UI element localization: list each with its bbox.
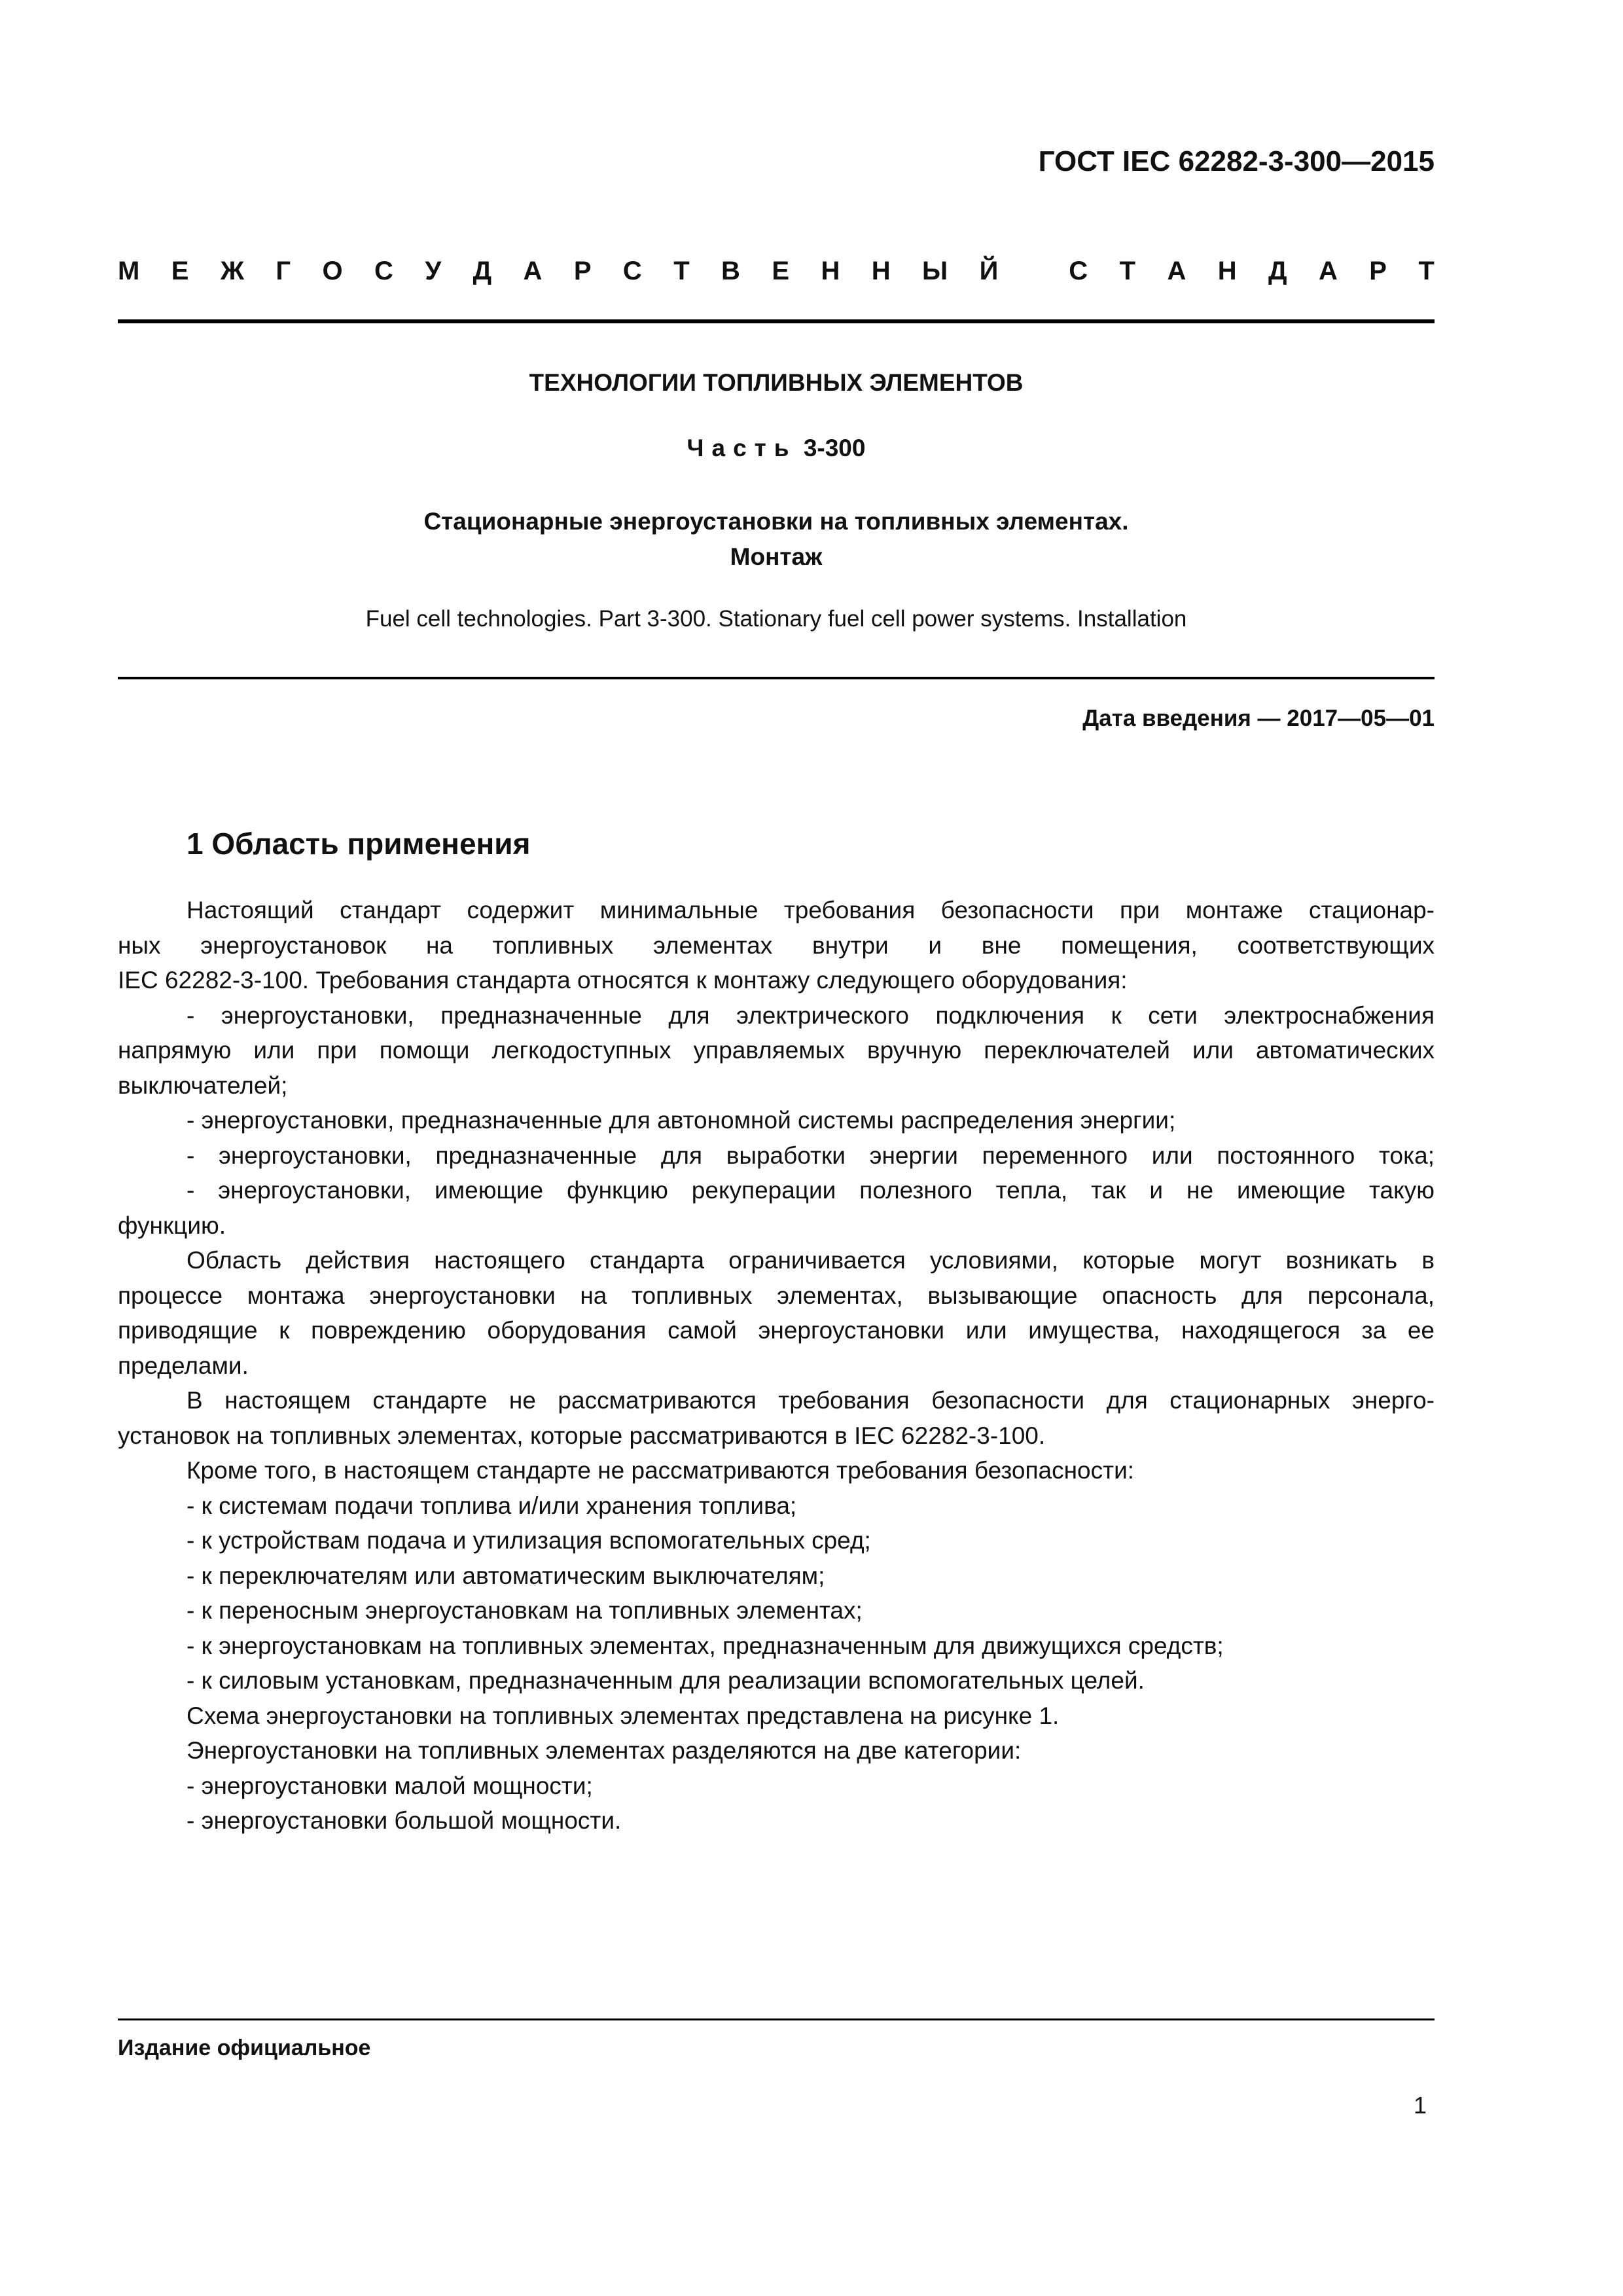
body-line: Кроме того, в настоящем стандарте не рассматриваются требования безопасности:	[187, 1457, 1135, 1484]
heading-letter: Т	[1418, 257, 1435, 285]
body-line: установок на топливных элементах, которые рассматриваются в IEC 62282-3-100.	[118, 1422, 1046, 1449]
title-rule	[118, 677, 1435, 679]
document-subtitle	[118, 504, 1435, 575]
body-line: IEC 62282-3-100. Требования стандарта относятся к монтажу следующего оборудования:	[118, 967, 1128, 994]
subtitle-line-2: Монтаж	[730, 543, 823, 570]
heading-letter: С	[374, 257, 393, 285]
list-item: - к устройствам подача и утилизация вспомогательных сред;	[187, 1527, 871, 1554]
standard-number: ГОСТ IEC 62282-3-300—2015	[1038, 145, 1435, 177]
body-line: Энергоустановки на топливных элементах разделяются на две категории:	[187, 1737, 1022, 1764]
list-item: - к системам подачи топлива и/или хранения топлива;	[187, 1492, 797, 1519]
body-line: пределами.	[118, 1352, 249, 1379]
body-line: - энергоустановки, предназначенные для электрического подключения к сети электроснабжения	[187, 1001, 1435, 1029]
body-line: - энергоустановки, предназначенные для выработки энергии переменного или постоянного тока;	[187, 1141, 1435, 1169]
introduction-date: Дата введения — 2017—05—01	[1082, 706, 1435, 731]
body-line: ных энергоустановок на топливных элементах внутри и вне помещения, соответствующих	[118, 931, 1435, 959]
header-rule	[118, 319, 1435, 323]
body-line: Область действия настоящего стандарта ограничивается условиями, которые могут возникать в	[187, 1247, 1435, 1274]
heading-letter: Н	[871, 257, 891, 285]
heading-letter: Ы	[922, 257, 948, 285]
list-item: - к силовым установкам, предназначенным для реализации вспомогательных целей.	[187, 1667, 1145, 1694]
list-item: - к переключателям или автоматическим выключателям;	[187, 1562, 825, 1589]
heading-letter: В	[721, 257, 740, 285]
heading-letter: Д	[473, 257, 492, 285]
english-title: Fuel cell technologies. Part 3-300. Stationary fuel cell power systems. Installation	[365, 606, 1187, 632]
heading-letter: У	[425, 257, 442, 285]
body-line: - энергоустановки, имеющие функцию рекуперации полезного тепла, так и не имеющие такую	[187, 1177, 1435, 1204]
body-line: В настоящем стандарте не рассматриваются требования безопасности для стационарных энерго-	[187, 1387, 1435, 1414]
subtitle-line-1: Стационарные энергоустановки на топливных элементах.	[423, 508, 1129, 535]
heading-letter: А	[1318, 257, 1338, 285]
heading-letter: С	[1069, 257, 1088, 285]
heading-letter: Р	[1369, 257, 1387, 285]
official-edition-label: Издание официальное	[118, 2036, 371, 2060]
heading-letter: Р	[573, 257, 592, 285]
heading-letter: Д	[1268, 257, 1287, 285]
section-heading: 1 Область применения	[187, 827, 531, 861]
interstate-standard-heading	[118, 257, 1435, 286]
heading-letter: А	[1167, 257, 1186, 285]
body-line: напрямую или при помощи легкодоступных управляемых вручную переключателей или автоматических	[118, 1037, 1435, 1064]
section-body	[118, 893, 1435, 1839]
part-label	[118, 435, 1435, 462]
heading-letter: Г	[276, 257, 291, 285]
heading-letter: М	[118, 257, 140, 285]
heading-letter: Е	[171, 257, 189, 285]
body-line: процессе монтажа энергоустановки на топливных элементах, вызывающие опасность для персонала,	[118, 1282, 1435, 1309]
heading-letter: Н	[821, 257, 840, 285]
heading-letter: Е	[772, 257, 790, 285]
body-line: - энергоустановки, предназначенные для автономной системы распределения энергии;	[187, 1107, 1176, 1134]
heading-gap	[1030, 257, 1037, 286]
part-number: 3-300	[803, 435, 866, 461]
heading-letter: Ж	[220, 257, 244, 285]
body-line: функцию.	[118, 1211, 226, 1239]
footer-rule	[118, 2018, 1435, 2020]
heading-letter: А	[523, 257, 543, 285]
body-line: Настоящий стандарт содержит минимальные требования безопасности при монтаже стационар-	[187, 897, 1435, 924]
page-number: 1	[1414, 2092, 1427, 2119]
list-item: - энергоустановки большой мощности.	[187, 1807, 622, 1834]
heading-letter: С	[622, 257, 642, 285]
part-word: Часть	[687, 435, 797, 461]
list-item: - к энергоустановкам на топливных элементах, предназначенным для движущихся средств;	[187, 1632, 1224, 1659]
heading-letter: О	[322, 257, 343, 285]
heading-letter: Й	[979, 257, 999, 285]
document-title: ТЕХНОЛОГИИ ТОПЛИВНЫХ ЭЛЕМЕНТОВ	[529, 369, 1024, 396]
heading-letter: Т	[1119, 257, 1136, 285]
heading-letter: Т	[673, 257, 690, 285]
list-item: - к переносным энергоустановкам на топливных элементах;	[187, 1597, 863, 1624]
body-line: приводящие к повреждению оборудования самой энергоустановки или имущества, находящегося за ее	[118, 1317, 1435, 1344]
body-line: выключателей;	[118, 1071, 288, 1099]
body-line: Схема энергоустановки на топливных элементах представлена на рисунке 1.	[187, 1702, 1060, 1729]
heading-letter: Н	[1217, 257, 1237, 285]
list-item: - энергоустановки малой мощности;	[187, 1772, 593, 1799]
